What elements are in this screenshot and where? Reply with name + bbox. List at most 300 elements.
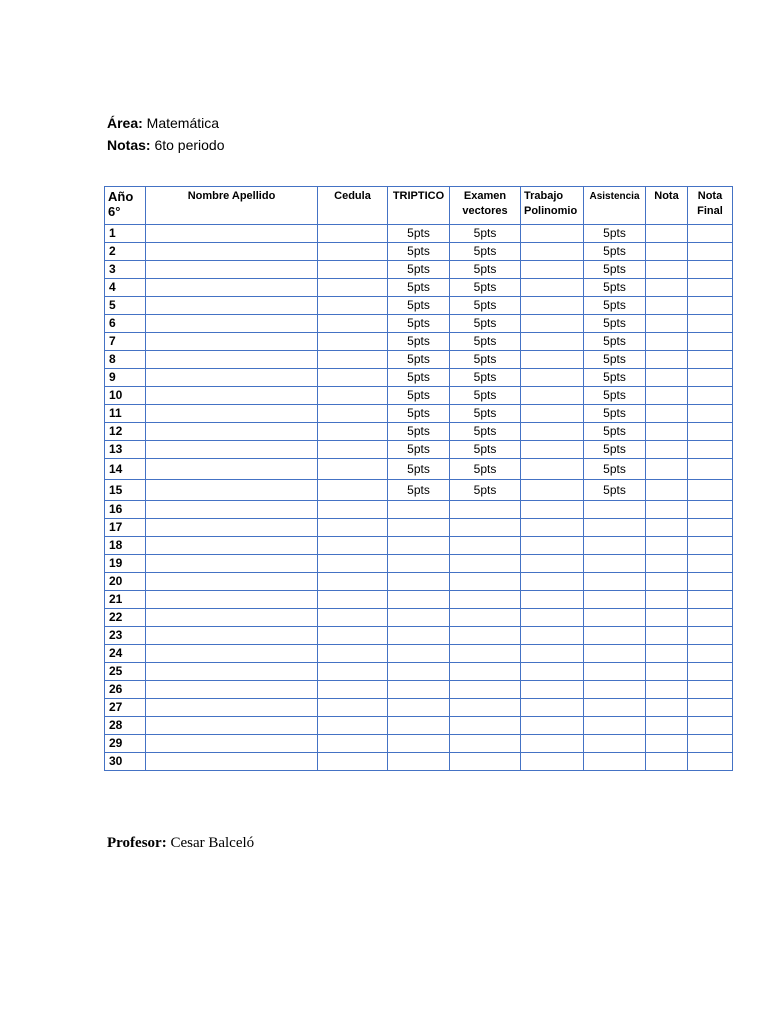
nota-cell — [646, 261, 688, 279]
trabajo-cell — [521, 555, 584, 573]
table-row — [105, 645, 733, 663]
nombre-cell — [146, 681, 318, 699]
triptico-cell — [388, 735, 450, 753]
trabajo-cell — [521, 735, 584, 753]
header-asistencia: Asistencia — [584, 187, 646, 225]
header-nota-final-line1: Nota — [697, 190, 723, 202]
table-row — [105, 663, 733, 681]
nombre-cell — [146, 645, 318, 663]
examen-cell — [450, 519, 521, 537]
cedula-cell — [318, 441, 388, 459]
triptico-cell: 5pts — [388, 387, 450, 405]
nota-final-cell — [688, 315, 733, 333]
nota-final-cell — [688, 333, 733, 351]
row-number-cell: 26 — [105, 681, 146, 699]
header-row — [105, 187, 733, 225]
triptico-cell — [388, 717, 450, 735]
trabajo-cell — [521, 663, 584, 681]
asistencia-cell — [584, 537, 646, 555]
nombre-cell — [146, 591, 318, 609]
header-nota: Nota — [646, 187, 688, 225]
nota-cell — [646, 717, 688, 735]
table-row — [105, 717, 733, 735]
trabajo-cell — [521, 681, 584, 699]
nota-final-cell — [688, 279, 733, 297]
nota-cell — [646, 297, 688, 315]
notas-line — [107, 137, 225, 153]
examen-cell — [450, 537, 521, 555]
table-row — [105, 591, 733, 609]
examen-cell: 5pts — [450, 261, 521, 279]
triptico-cell — [388, 753, 450, 771]
cedula-cell — [318, 387, 388, 405]
asistencia-cell — [584, 645, 646, 663]
table-row — [105, 537, 733, 555]
row-number-cell: 20 — [105, 573, 146, 591]
asistencia-cell — [584, 591, 646, 609]
trabajo-cell — [521, 441, 584, 459]
asistencia-cell: 5pts — [584, 480, 646, 501]
table-row — [105, 627, 733, 645]
header-cedula: Cedula — [318, 187, 388, 225]
triptico-cell — [388, 609, 450, 627]
nota-cell — [646, 699, 688, 717]
nota-final-cell — [688, 243, 733, 261]
row-number-cell: 12 — [105, 423, 146, 441]
nota-cell — [646, 459, 688, 480]
cedula-cell — [318, 297, 388, 315]
nombre-cell — [146, 279, 318, 297]
row-number-cell: 30 — [105, 753, 146, 771]
asistencia-cell: 5pts — [584, 459, 646, 480]
nota-final-cell — [688, 609, 733, 627]
examen-cell — [450, 555, 521, 573]
asistencia-cell: 5pts — [584, 369, 646, 387]
cedula-cell — [318, 699, 388, 717]
header-ano-line2: 6° — [108, 204, 121, 219]
nota-final-cell — [688, 519, 733, 537]
nombre-cell — [146, 555, 318, 573]
table-row — [105, 555, 733, 573]
table-row — [105, 735, 733, 753]
examen-cell: 5pts — [450, 297, 521, 315]
table-row — [105, 681, 733, 699]
table-row — [105, 609, 733, 627]
nota-cell — [646, 573, 688, 591]
nombre-cell — [146, 717, 318, 735]
cedula-cell — [318, 369, 388, 387]
row-number-cell: 28 — [105, 717, 146, 735]
examen-cell: 5pts — [450, 243, 521, 261]
header-nota-final-line2: Final — [697, 205, 723, 217]
trabajo-cell — [521, 423, 584, 441]
nota-final-cell — [688, 261, 733, 279]
triptico-cell — [388, 573, 450, 591]
examen-cell: 5pts — [450, 459, 521, 480]
asistencia-cell: 5pts — [584, 297, 646, 315]
examen-cell — [450, 591, 521, 609]
nombre-cell — [146, 519, 318, 537]
nombre-cell — [146, 480, 318, 501]
nota-cell — [646, 735, 688, 753]
nombre-cell — [146, 501, 318, 519]
row-number-cell: 4 — [105, 279, 146, 297]
triptico-cell: 5pts — [388, 369, 450, 387]
cedula-cell — [318, 405, 388, 423]
area-value: Matemática — [142, 115, 220, 131]
asistencia-cell — [584, 573, 646, 591]
table-row — [105, 519, 733, 537]
nota-cell — [646, 663, 688, 681]
nota-final-cell — [688, 459, 733, 480]
row-number-cell: 15 — [105, 480, 146, 501]
header-ano — [105, 187, 146, 225]
trabajo-cell — [521, 405, 584, 423]
row-number-cell: 11 — [105, 405, 146, 423]
nota-final-cell — [688, 369, 733, 387]
cedula-cell — [318, 315, 388, 333]
triptico-cell — [388, 699, 450, 717]
triptico-cell: 5pts — [388, 243, 450, 261]
nombre-cell — [146, 261, 318, 279]
nota-cell — [646, 315, 688, 333]
nota-final-cell — [688, 537, 733, 555]
examen-cell — [450, 609, 521, 627]
cedula-cell — [318, 663, 388, 681]
asistencia-cell: 5pts — [584, 225, 646, 243]
nota-final-cell — [688, 441, 733, 459]
examen-cell — [450, 573, 521, 591]
trabajo-cell — [521, 501, 584, 519]
nota-final-cell — [688, 351, 733, 369]
nota-cell — [646, 351, 688, 369]
cedula-cell — [318, 333, 388, 351]
nota-cell — [646, 645, 688, 663]
row-number-cell: 17 — [105, 519, 146, 537]
asistencia-cell — [584, 753, 646, 771]
nota-cell — [646, 519, 688, 537]
row-number-cell: 14 — [105, 459, 146, 480]
nota-final-cell — [688, 753, 733, 771]
triptico-cell — [388, 591, 450, 609]
nombre-cell — [146, 459, 318, 480]
nombre-cell — [146, 441, 318, 459]
row-number-cell: 18 — [105, 537, 146, 555]
row-number-cell: 25 — [105, 663, 146, 681]
trabajo-cell — [521, 645, 584, 663]
trabajo-cell — [521, 297, 584, 315]
nota-final-cell — [688, 627, 733, 645]
nombre-cell — [146, 243, 318, 261]
table-body — [105, 225, 733, 771]
nota-cell — [646, 555, 688, 573]
nota-cell — [646, 537, 688, 555]
asistencia-cell — [584, 735, 646, 753]
nombre-cell — [146, 753, 318, 771]
table-row — [105, 459, 733, 480]
cedula-cell — [318, 681, 388, 699]
table-row — [105, 573, 733, 591]
triptico-cell: 5pts — [388, 315, 450, 333]
nota-cell — [646, 609, 688, 627]
examen-cell — [450, 735, 521, 753]
asistencia-cell: 5pts — [584, 261, 646, 279]
cedula-cell — [318, 480, 388, 501]
asistencia-cell: 5pts — [584, 315, 646, 333]
header-nombre: Nombre Apellido — [146, 187, 318, 225]
nota-final-cell — [688, 405, 733, 423]
nombre-cell — [146, 609, 318, 627]
cedula-cell — [318, 609, 388, 627]
nota-final-cell — [688, 555, 733, 573]
asistencia-cell: 5pts — [584, 441, 646, 459]
triptico-cell: 5pts — [388, 480, 450, 501]
triptico-cell: 5pts — [388, 459, 450, 480]
cedula-cell — [318, 735, 388, 753]
table-row — [105, 753, 733, 771]
nota-cell — [646, 387, 688, 405]
row-number-cell: 22 — [105, 609, 146, 627]
examen-cell: 5pts — [450, 333, 521, 351]
asistencia-cell: 5pts — [584, 243, 646, 261]
triptico-cell — [388, 537, 450, 555]
table-row — [105, 423, 733, 441]
header-examen — [450, 187, 521, 225]
examen-cell: 5pts — [450, 279, 521, 297]
triptico-cell: 5pts — [388, 423, 450, 441]
table-row — [105, 333, 733, 351]
examen-cell — [450, 645, 521, 663]
triptico-cell — [388, 681, 450, 699]
row-number-cell: 27 — [105, 699, 146, 717]
nota-cell — [646, 627, 688, 645]
examen-cell — [450, 753, 521, 771]
nombre-cell — [146, 699, 318, 717]
examen-cell: 5pts — [450, 225, 521, 243]
nombre-cell — [146, 297, 318, 315]
asistencia-cell — [584, 627, 646, 645]
cedula-cell — [318, 591, 388, 609]
examen-cell: 5pts — [450, 387, 521, 405]
nombre-cell — [146, 351, 318, 369]
nombre-cell — [146, 627, 318, 645]
trabajo-cell — [521, 279, 584, 297]
row-number-cell: 5 — [105, 297, 146, 315]
triptico-cell — [388, 501, 450, 519]
trabajo-cell — [521, 519, 584, 537]
triptico-cell: 5pts — [388, 279, 450, 297]
nota-cell — [646, 369, 688, 387]
row-number-cell: 21 — [105, 591, 146, 609]
nota-final-cell — [688, 681, 733, 699]
header-ano-line1: Año — [108, 189, 134, 204]
trabajo-cell — [521, 627, 584, 645]
table-row — [105, 261, 733, 279]
asistencia-cell — [584, 717, 646, 735]
trabajo-cell — [521, 591, 584, 609]
profesor-label: Profesor: — [107, 835, 167, 851]
trabajo-cell — [521, 480, 584, 501]
trabajo-cell — [521, 699, 584, 717]
nombre-cell — [146, 405, 318, 423]
triptico-cell: 5pts — [388, 261, 450, 279]
examen-cell — [450, 681, 521, 699]
notas-value: 6to periodo — [150, 137, 225, 153]
cedula-cell — [318, 351, 388, 369]
row-number-cell: 19 — [105, 555, 146, 573]
cedula-cell — [318, 627, 388, 645]
examen-cell: 5pts — [450, 369, 521, 387]
row-number-cell: 1 — [105, 225, 146, 243]
trabajo-cell — [521, 387, 584, 405]
nombre-cell — [146, 333, 318, 351]
nota-cell — [646, 681, 688, 699]
nombre-cell — [146, 423, 318, 441]
notas-label: Notas: — [107, 137, 151, 153]
asistencia-cell — [584, 681, 646, 699]
row-number-cell: 10 — [105, 387, 146, 405]
table-row — [105, 351, 733, 369]
triptico-cell — [388, 555, 450, 573]
nota-cell — [646, 243, 688, 261]
table-row — [105, 225, 733, 243]
asistencia-cell — [584, 663, 646, 681]
trabajo-cell — [521, 609, 584, 627]
grades-table — [104, 186, 733, 771]
nota-final-cell — [688, 663, 733, 681]
cedula-cell — [318, 573, 388, 591]
row-number-cell: 7 — [105, 333, 146, 351]
cedula-cell — [318, 519, 388, 537]
cedula-cell — [318, 459, 388, 480]
nota-cell — [646, 333, 688, 351]
triptico-cell: 5pts — [388, 351, 450, 369]
table-row — [105, 297, 733, 315]
table-row — [105, 315, 733, 333]
cedula-cell — [318, 243, 388, 261]
examen-cell: 5pts — [450, 441, 521, 459]
nota-final-cell — [688, 297, 733, 315]
header-nota-final — [688, 187, 733, 225]
header-trabajo-line1: Trabajo — [524, 190, 564, 202]
trabajo-cell — [521, 315, 584, 333]
cedula-cell — [318, 645, 388, 663]
table-row — [105, 387, 733, 405]
nota-final-cell — [688, 501, 733, 519]
examen-cell — [450, 717, 521, 735]
nota-final-cell — [688, 423, 733, 441]
nota-final-cell — [688, 573, 733, 591]
examen-cell: 5pts — [450, 315, 521, 333]
trabajo-cell — [521, 333, 584, 351]
examen-cell — [450, 627, 521, 645]
asistencia-cell — [584, 699, 646, 717]
nota-cell — [646, 405, 688, 423]
trabajo-cell — [521, 261, 584, 279]
header-trabajo — [521, 187, 584, 225]
nota-final-cell — [688, 387, 733, 405]
area-line — [107, 115, 219, 131]
trabajo-cell — [521, 369, 584, 387]
triptico-cell: 5pts — [388, 333, 450, 351]
nota-cell — [646, 753, 688, 771]
trabajo-cell — [521, 243, 584, 261]
row-number-cell: 13 — [105, 441, 146, 459]
nota-cell — [646, 591, 688, 609]
nombre-cell — [146, 573, 318, 591]
row-number-cell: 16 — [105, 501, 146, 519]
asistencia-cell: 5pts — [584, 333, 646, 351]
nombre-cell — [146, 225, 318, 243]
asistencia-cell: 5pts — [584, 405, 646, 423]
asistencia-cell: 5pts — [584, 423, 646, 441]
profesor-name: Cesar Balceló — [166, 835, 255, 851]
examen-cell: 5pts — [450, 480, 521, 501]
trabajo-cell — [521, 225, 584, 243]
trabajo-cell — [521, 351, 584, 369]
examen-cell — [450, 501, 521, 519]
header-triptico: TRIPTICO — [388, 187, 450, 225]
area-label: Área: — [107, 115, 143, 131]
table-row — [105, 699, 733, 717]
triptico-cell — [388, 627, 450, 645]
nota-final-cell — [688, 225, 733, 243]
asistencia-cell: 5pts — [584, 279, 646, 297]
triptico-cell — [388, 519, 450, 537]
nota-final-cell — [688, 591, 733, 609]
examen-cell: 5pts — [450, 351, 521, 369]
nombre-cell — [146, 735, 318, 753]
row-number-cell: 6 — [105, 315, 146, 333]
header-examen-line1: Examen — [463, 190, 507, 202]
asistencia-cell: 5pts — [584, 351, 646, 369]
nota-final-cell — [688, 735, 733, 753]
trabajo-cell — [521, 753, 584, 771]
nota-cell — [646, 225, 688, 243]
examen-cell: 5pts — [450, 405, 521, 423]
nombre-cell — [146, 663, 318, 681]
nota-cell — [646, 423, 688, 441]
examen-cell — [450, 699, 521, 717]
cedula-cell — [318, 753, 388, 771]
cedula-cell — [318, 717, 388, 735]
triptico-cell: 5pts — [388, 441, 450, 459]
triptico-cell — [388, 663, 450, 681]
table-row — [105, 243, 733, 261]
asistencia-cell — [584, 555, 646, 573]
nota-final-cell — [688, 717, 733, 735]
cedula-cell — [318, 423, 388, 441]
table-row — [105, 501, 733, 519]
row-number-cell: 2 — [105, 243, 146, 261]
triptico-cell: 5pts — [388, 225, 450, 243]
nota-final-cell — [688, 645, 733, 663]
table-row — [105, 279, 733, 297]
asistencia-cell — [584, 609, 646, 627]
trabajo-cell — [521, 717, 584, 735]
row-number-cell: 9 — [105, 369, 146, 387]
triptico-cell — [388, 645, 450, 663]
nombre-cell — [146, 315, 318, 333]
table-row — [105, 369, 733, 387]
row-number-cell: 23 — [105, 627, 146, 645]
cedula-cell — [318, 225, 388, 243]
table-row — [105, 405, 733, 423]
examen-cell — [450, 663, 521, 681]
cedula-cell — [318, 261, 388, 279]
asistencia-cell: 5pts — [584, 387, 646, 405]
row-number-cell: 24 — [105, 645, 146, 663]
